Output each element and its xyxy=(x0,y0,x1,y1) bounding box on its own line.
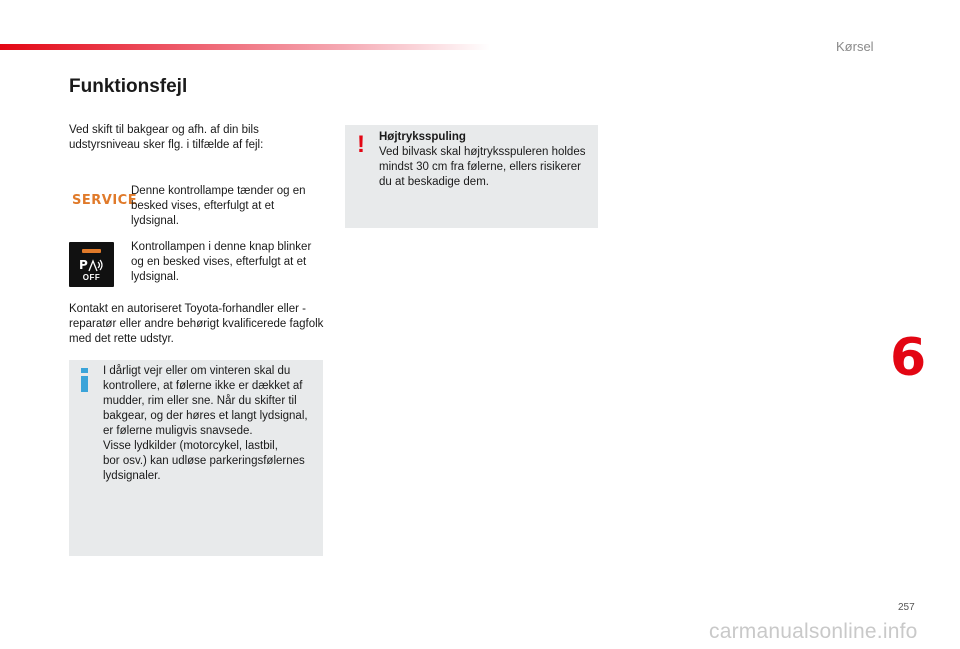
info-icon xyxy=(81,368,89,392)
page-number: 257 xyxy=(898,602,915,613)
info-line: I dårligt vejr eller om vinteren skal du xyxy=(103,365,291,377)
chapter-number: 6 xyxy=(890,328,927,388)
info-text xyxy=(103,364,318,484)
chapter-label: Kørsel xyxy=(836,39,874,54)
info-line: bakgear, og der høres et langt lydsignal, xyxy=(103,410,308,422)
svg-text:P: P xyxy=(79,258,88,272)
park-sensor-description: Kontrollampen i denne knap blinker og en besked vises, efterfulgt at et lydsignal. xyxy=(131,241,312,283)
warning-text: Ved bilvask skal højtryksspuleren holdes mindst 30 cm fra følerne, ellers risikerer du at beskadige dem. xyxy=(379,146,586,188)
info-line: kontrollere, at følerne ikke er dækket af xyxy=(103,380,303,392)
header-accent-bar xyxy=(0,44,490,50)
info-box xyxy=(69,360,323,556)
info-line: mudder, rim eller sne. Når du skifter til xyxy=(103,395,297,407)
warning-box xyxy=(345,125,598,228)
intro-text: Ved skift til bakgear og afh. af din bils udstyrsniveau sker flg. i tilfælde af fejl: xyxy=(69,124,264,151)
off-label: OFF xyxy=(82,273,101,282)
service-warning-icon: SERVICE xyxy=(72,193,138,208)
contact-text: Kontakt en autoriseret Toyota-forhandler eller -reparatør eller andre behørigt kvalificerede fagfolk med det rette udstyr. xyxy=(69,303,324,345)
service-description: Denne kontrollampe tænder og en besked vises, efterfulgt at et lydsignal. xyxy=(131,185,306,227)
page-title: Funktionsfejl xyxy=(69,76,188,97)
info-line: er følerne muligvis snavsede. xyxy=(103,425,253,437)
info-line: bor osv.) kan udløse parkeringsfølernes xyxy=(103,455,305,467)
parking-sensor-icon xyxy=(79,257,105,273)
watermark: carmanualsonline.info xyxy=(709,620,918,643)
exclamation-icon: ! xyxy=(357,131,365,158)
warning-title: Højtryksspuling xyxy=(379,131,466,143)
park-sensor-off-icon xyxy=(69,242,114,287)
info-line: lydsignaler. xyxy=(103,470,161,482)
info-line: Visse lydkilder (motorcykel, lastbil, xyxy=(103,440,278,452)
indicator-led-icon xyxy=(82,249,101,253)
